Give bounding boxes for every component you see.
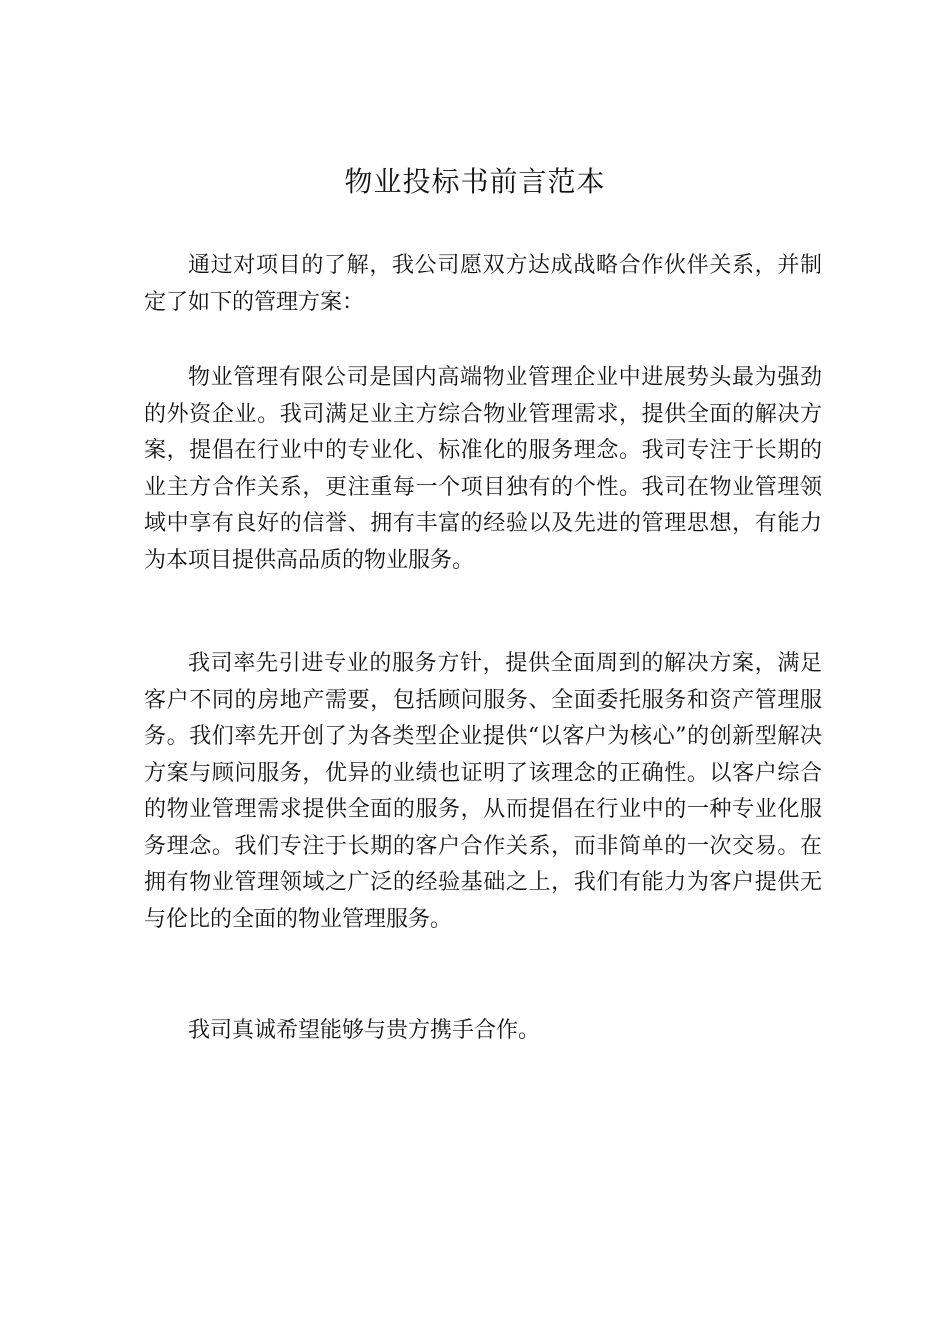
paragraph-services: 我司率先引进专业的服务方针，提供全面周到的解决方案，满足客户不同的房地产需要，包括顾问服务、全面委托服务和资产管理服务。我们率先开创了为各类型企业提供“以客户为核心”的创新型解决方案与顾问服务，优异的业绩也证明了该理念的正确性。以客户综合的物业管理需求提供全面的服务，从而提倡在行业中的一种专业化服务理念。我们专注于长期的客户合作关系，而非简单的一次交易。在拥有物业管理领域之广泛的经验基础之上，我们有能力为客户提供无与伦比的全面的物业管理服务。 [144, 651, 822, 932]
paragraph-company-profile: 物业管理有限公司是国内高端物业管理企业中进展势头最为强劲的外资企业。我司满足业主方综合物业管理需求，提供全面的解决方案，提倡在行业中的专业化、标准化的服务理念。我司专注于长期的业主方合作关系，更注重每一个项目独有的个性。我司在物业管理领域中享有良好的信誉、拥有丰富的经验以及先进的管理思想，有能力为本项目提供高品质的物业服务。 [144, 365, 822, 573]
paragraph-closing: 我司真诚希望能够与贵方携手合作。 [188, 1018, 541, 1043]
document-title: 物业投标书前言范本 [344, 165, 606, 198]
paragraph-intro: 通过对项目的了解，我公司愿双方达成战略合作伙伴关系，并制定了如下的管理方案： [144, 253, 822, 315]
